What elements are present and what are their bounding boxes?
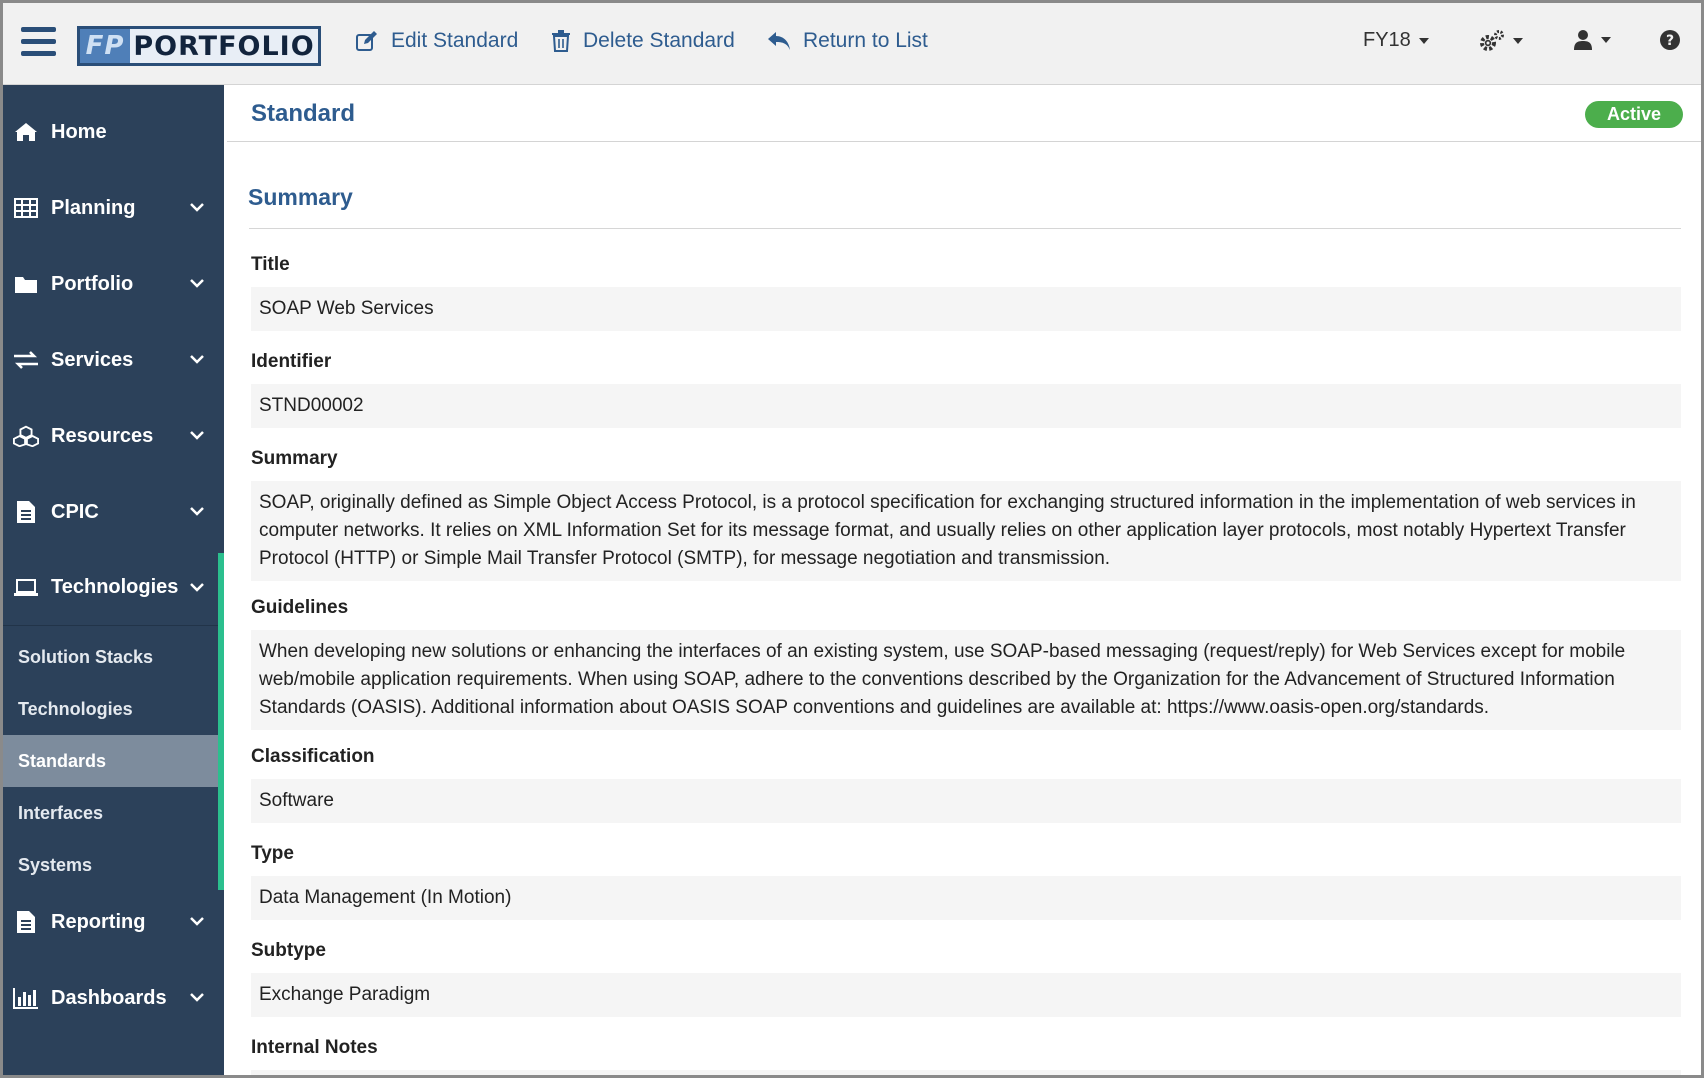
- sidebar-item-reporting[interactable]: [3, 884, 218, 960]
- user-icon: [1573, 29, 1593, 51]
- svg-text:?: ?: [1665, 33, 1675, 49]
- sidebar-item-cpic[interactable]: [3, 474, 218, 550]
- caret-down-icon: [1601, 37, 1611, 43]
- folder-icon: [13, 272, 39, 296]
- settings-dropdown[interactable]: [1479, 29, 1523, 53]
- classification-value: Software: [251, 779, 1681, 823]
- page-title: Standard: [251, 100, 356, 127]
- sidebar-subitem-interfaces[interactable]: Interfaces: [18, 802, 104, 823]
- chevron-down-icon: [190, 916, 204, 926]
- sidebar-item-label: Technologies: [51, 576, 179, 598]
- sidebar-item-resources[interactable]: [3, 398, 218, 474]
- portfolio-logo[interactable]: [77, 26, 321, 66]
- page-header: [227, 86, 1701, 142]
- section-divider: [249, 228, 1681, 229]
- chevron-down-icon: [190, 202, 204, 212]
- user-dropdown[interactable]: [1573, 29, 1611, 51]
- cubes-icon: [13, 424, 39, 448]
- title-value: SOAP Web Services: [251, 287, 1681, 331]
- sidebar-item-label: Dashboards: [51, 986, 167, 1009]
- top-navbar: [3, 3, 1701, 85]
- bar-chart-icon: [13, 986, 39, 1010]
- summary-value: SOAP, originally defined as Simple Object Access Protocol, is a protocol specification for exchanging structured information in the implementation of web services in computer networks. It relies on XML Information Set for its message format, and usually relies on other application layer protocols, most notably Hypertext Transfer Protocol (HTTP) or Simple Mail Transfer Protocol (SMTP), for message negotiation and transmission.: [251, 481, 1681, 581]
- sidebar-item-home[interactable]: [3, 94, 218, 170]
- sidebar-item-planning[interactable]: [3, 170, 218, 246]
- identifier-value: STND00002: [251, 384, 1681, 428]
- sidebar-item-services[interactable]: [3, 322, 218, 398]
- chevron-down-icon: [190, 992, 204, 1002]
- logo-word: PORTFOLIO: [130, 29, 318, 63]
- sidebar-item-portfolio[interactable]: [3, 246, 218, 322]
- sidebar-item-label: Reporting: [51, 910, 146, 933]
- exchange-icon: [13, 348, 39, 372]
- main-content: [227, 86, 1701, 1078]
- internal-notes-label: Internal Notes: [251, 1037, 378, 1058]
- summary-label: Summary: [251, 448, 338, 469]
- fiscal-year-value: FY18: [1363, 29, 1411, 51]
- file-icon: [13, 910, 39, 934]
- sidebar-item-dashboards[interactable]: [3, 960, 218, 1036]
- type-label: Type: [251, 843, 294, 864]
- gears-icon: [1479, 29, 1505, 53]
- logo-fp: FP: [85, 31, 125, 61]
- title-label: Title: [251, 254, 290, 275]
- laptop-icon: [13, 576, 39, 600]
- sidebar: [3, 85, 224, 1078]
- help-circle-icon: [1659, 29, 1681, 51]
- sidebar-item-technologies[interactable]: [3, 550, 218, 626]
- sidebar-subitem-systems[interactable]: Systems: [18, 854, 93, 875]
- delete-standard-button[interactable]: [551, 29, 735, 53]
- sidebar-item-label: Services: [51, 348, 134, 371]
- classification-label: Classification: [251, 746, 375, 767]
- type-value: Data Management (In Motion): [251, 876, 1681, 920]
- sidebar-subitem-solution-stacks[interactable]: Solution Stacks: [18, 646, 154, 667]
- sidebar-subitem-technologies[interactable]: Technologies: [18, 698, 133, 719]
- delete-standard-label: Delete Standard: [583, 29, 735, 52]
- sidebar-item-label: Portfolio: [51, 272, 134, 295]
- edit-standard-button[interactable]: [355, 29, 518, 53]
- reply-arrow-icon: [767, 30, 791, 52]
- table-icon: [13, 196, 39, 220]
- edit-icon: [355, 30, 379, 52]
- sidebar-item-label: Resources: [51, 424, 154, 447]
- hamburger-menu-icon[interactable]: [21, 27, 56, 57]
- chevron-down-icon: [190, 506, 204, 516]
- guidelines-value: When developing new solutions or enhancing the interfaces of an existing system, use SOAP-based messaging (request/reply) for Web Services except for mobile web/mobile application requirements. When using SOAP, adhere to the conventions described by the Organization for the Advancement of Structured Information Standards (OASIS). Additional information about OASIS SOAP conventions and guidelines are available at: https://www.oasis-open.org/standards.: [251, 630, 1681, 730]
- return-to-list-button[interactable]: [767, 29, 928, 53]
- home-icon: [13, 120, 39, 144]
- chevron-down-icon: [190, 582, 204, 592]
- sidebar-subitem-standards[interactable]: Standards: [3, 735, 218, 787]
- help-button[interactable]: [1659, 29, 1681, 51]
- status-badge: Active: [1585, 101, 1683, 128]
- edit-standard-label: Edit Standard: [391, 29, 519, 52]
- subtype-value: Exchange Paradigm: [251, 973, 1681, 1017]
- identifier-label: Identifier: [251, 351, 332, 372]
- fiscal-year-dropdown[interactable]: [1363, 29, 1429, 52]
- return-to-list-label: Return to List: [803, 29, 928, 52]
- subtype-label: Subtype: [251, 940, 326, 961]
- chevron-down-icon: [190, 354, 204, 364]
- sidebar-item-label: Home: [51, 120, 107, 143]
- sidebar-item-label: Planning: [51, 196, 136, 219]
- guidelines-label: Guidelines: [251, 597, 349, 618]
- active-section-rail: [218, 553, 224, 890]
- chevron-down-icon: [190, 430, 204, 440]
- chevron-down-icon: [190, 278, 204, 288]
- sidebar-item-label: CPIC: [51, 500, 99, 523]
- caret-down-icon: [1419, 38, 1429, 44]
- trash-icon: [551, 30, 571, 52]
- internal-notes-value: [251, 1070, 1681, 1078]
- file-icon: [13, 500, 39, 524]
- section-title: Summary: [248, 184, 353, 210]
- caret-down-icon: [1513, 38, 1523, 44]
